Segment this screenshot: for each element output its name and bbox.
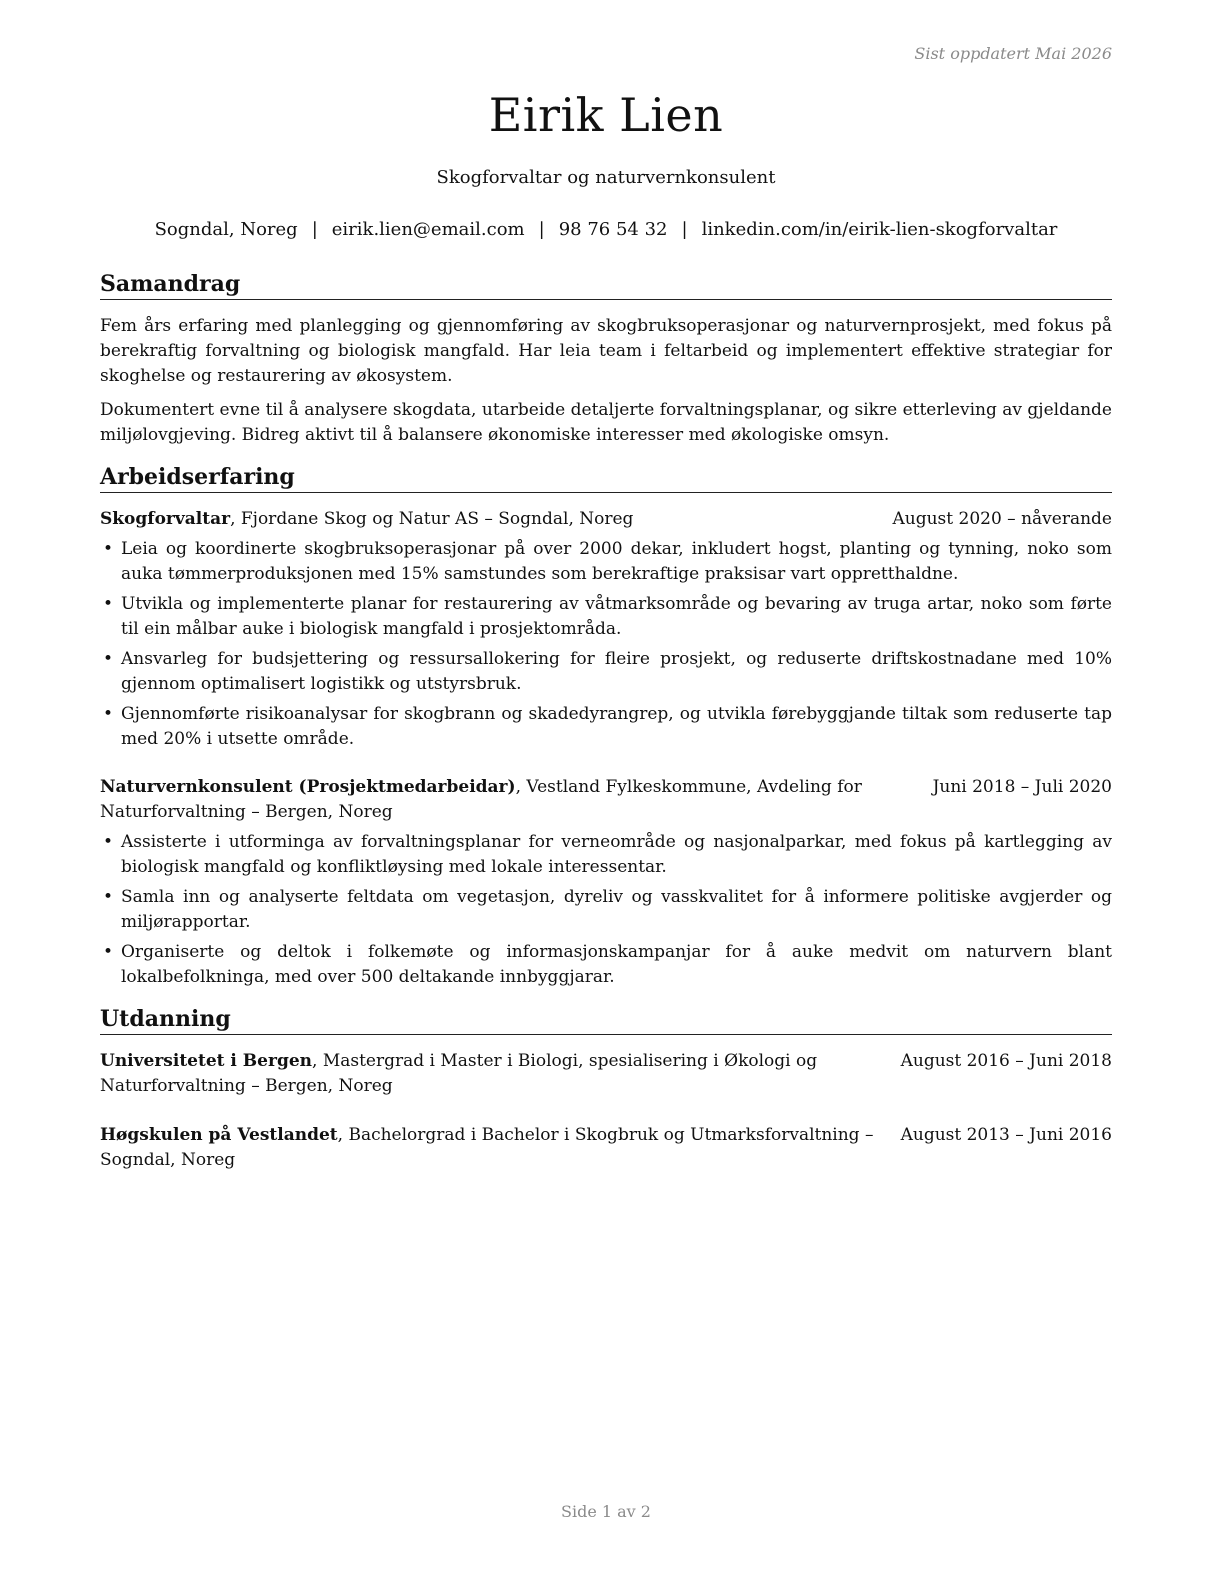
degree-details: , Mastergrad i Master i Biologi, spesialisering i Økologi og Naturforvaltning – Bergen, Noreg [100,1051,818,1096]
job-entry-header [100,507,1112,532]
person-name: Eirik Lien [488,88,724,142]
contact-phone: 98 76 54 32 [558,219,668,240]
school-name: Universitetet i Bergen [100,1051,313,1071]
education-entry [100,1123,1112,1173]
contact-linkedin[interactable]: linkedin.com/in/eirik-lien-skogforvaltar [701,219,1058,240]
job-dates: August 2020 – nåverande [892,509,1112,529]
resume-page [100,0,1112,1584]
summary-paragraph: Dokumentert evne til å analysere skogdata, utarbeide detaljerte forvaltningsplanar, og sikre etterleving av gjeldande miljølovgjeving. Bidreg aktivt til å balansere økonomiske interesser med økologiske omsyn. [100,400,1112,445]
summary-paragraph: Fem års erfaring med planlegging og gjennomføring av skogbruksoperasjonar og naturvernprosjekt, med fokus på berekraftig forvaltning og biologisk mangfald. Har leia team i feltarbeid og implementert effektive strategiar for skoghelse og restaurering av økosystem. [100,316,1112,386]
job-title: Skogforvaltar og naturvernkonsulent [436,167,776,188]
job-bullets [100,830,1112,995]
education-dates: August 2013 – Juni 2016 [900,1125,1112,1145]
job-bullet: • Utvikla og implementerte planar for restaurering av våtmarksområde og bevaring av truga artar, noko som førte til ein målbar auke i biologisk mangfald i prosjektområda. [100,592,1112,642]
job-bullet: • Organiserte og deltok i folkemøte og informasjonskampanjar for å auke medvit om naturvern blant lokalbefolkninga, med over 500 deltakande innbyggjarar. [100,940,1112,990]
contact-separator: | [538,219,545,240]
contact-email[interactable]: eirik.lien@email.com [331,219,525,240]
last-updated: Sist oppdatert Mai 2026 [914,44,1112,63]
job-bullet: • Gjennomførte risikoanalysar for skogbrann og skadedyrangrep, og utvikla førebyggjande tiltak som reduserte tap med 20% i utsette område. [100,702,1112,752]
job-bullet: • Leia og koordinerte skogbruksoperasjonar på over 2000 dekar, inkludert hogst, planting og tynning, noko som auka tømmerproduksjonen med 15% samstundes som berekraftige praksisar vart oppretthaldne. [100,537,1112,587]
job-bullet: • Ansvarleg for budsjettering og ressursallokering for fleire prosjekt, og reduserte driftskostnadane med 10% gjennom optimalisert logistikk og utstyrsbruk. [100,647,1112,697]
job-details: , Vestland Fylkeskommune, Avdeling for Naturforvaltning – Bergen, Noreg [100,777,862,822]
section-heading-experience: Arbeidserfaring [100,464,1112,493]
job-details: , Fjordane Skog og Natur AS – Sogndal, Noreg [230,509,634,529]
job-bullet: • Samla inn og analyserte feltdata om vegetasjon, dyreliv og vasskvalitet for å informere politiske avgjerder og miljørapportar. [100,885,1112,935]
contact-location: Sogndal, Noreg [154,219,298,240]
school-name: Høgskulen på Vestlandet [100,1125,338,1145]
page-number: Side 1 av 2 [561,1502,651,1521]
contact-line [100,219,1112,240]
section-heading-summary: Samandrag [100,271,1112,300]
education-dates: August 2016 – Juni 2018 [900,1051,1112,1071]
job-bullet: • Assisterte i utforminga av forvaltningsplanar for verneområde og nasjonalparkar, med fokus på kartlegging av biologisk mangfald og konfliktløysing med lokale interessentar. [100,830,1112,880]
education-entry [100,1049,1112,1099]
job-entry-header [100,775,1112,825]
contact-separator: | [311,219,318,240]
degree-details: , Bachelorgrad i Bachelor i Skogbruk og Utmarksforvaltning – Sogndal, Noreg [100,1125,874,1170]
job-role: Skogforvaltar [100,509,231,529]
section-heading-education: Utdanning [100,1006,1112,1035]
contact-separator: | [681,219,688,240]
job-role: Naturvernkonsulent (Prosjektmedarbeidar) [100,777,516,797]
job-dates: Juni 2018 – Juli 2020 [932,777,1112,797]
job-bullets [100,537,1112,757]
